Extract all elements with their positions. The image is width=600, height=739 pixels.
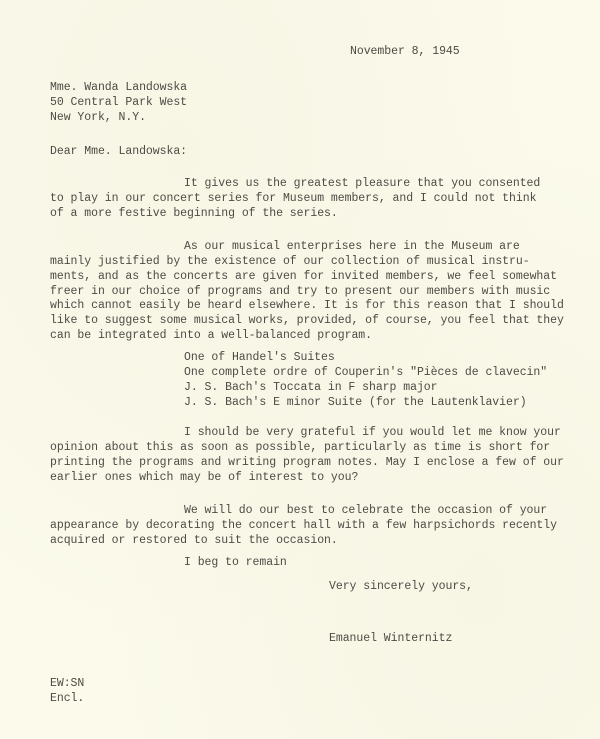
paragraph-line: of a more festive beginning of the series. <box>50 207 338 220</box>
work-item: J. S. Bach's E minor Suite (for the Lautenklavier) <box>184 396 527 409</box>
paragraph-line: opinion about this as soon as possible, particularly as time is short for <box>50 441 551 454</box>
recipient-street: 50 Central Park West <box>50 96 188 109</box>
recipient-city: New York, N.Y. <box>50 111 146 124</box>
paragraph-line: printing the programs and writing program notes. May I enclose a few of our <box>50 456 564 469</box>
reference-initials: EW:SN <box>50 677 85 690</box>
paragraph-line: appearance by decorating the concert hall with a few harpsichords recently <box>50 519 557 532</box>
paragraph-line: which cannot easily be heard elsewhere. It is for this reason that I should <box>50 299 564 312</box>
paragraph-line: mainly justified by the existence of our collection of musical instru- <box>50 255 530 268</box>
paragraph-line: acquired or restored to suit the occasion. <box>50 534 338 547</box>
paragraph-line: freer in our choice of programs and try to present our members with music <box>50 285 551 298</box>
paragraph-line: ments, and as the concerts are given for invited members, we feel somewhat <box>50 270 557 283</box>
paragraph-line: I should be very grateful if you would let me know your <box>184 426 561 439</box>
paragraph-line: can be integrated into a well-balanced program. <box>50 329 373 342</box>
signature-name: Emanuel Winternitz <box>329 632 453 645</box>
paragraph-line: like to suggest some musical works, provided, of course, you feel that they <box>50 314 564 327</box>
paragraph-line: We will do our best to celebrate the occasion of your <box>184 504 548 517</box>
work-item: J. S. Bach's Toccata in F sharp major <box>184 381 438 394</box>
paragraph-line: earlier ones which may be of interest to you? <box>50 471 359 484</box>
letter-date: November 8, 1945 <box>350 45 460 58</box>
paragraph-line: As our musical enterprises here in the Museum are <box>184 240 520 253</box>
paragraph-line: to play in our concert series for Museum members, and I could not think <box>50 192 537 205</box>
recipient-name: Mme. Wanda Landowska <box>50 81 188 94</box>
paragraph-line: It gives us the greatest pleasure that you consented <box>184 177 541 190</box>
enclosure-note: Encl. <box>50 692 85 705</box>
complimentary-close: Very sincerely yours, <box>329 580 473 593</box>
remain-line: I beg to remain <box>184 556 287 569</box>
work-item: One complete ordre of Couperin's "Pièces de clavecin" <box>184 366 548 379</box>
salutation: Dear Mme. Landowska: <box>50 145 188 158</box>
work-item: One of Handel's Suites <box>184 351 335 364</box>
